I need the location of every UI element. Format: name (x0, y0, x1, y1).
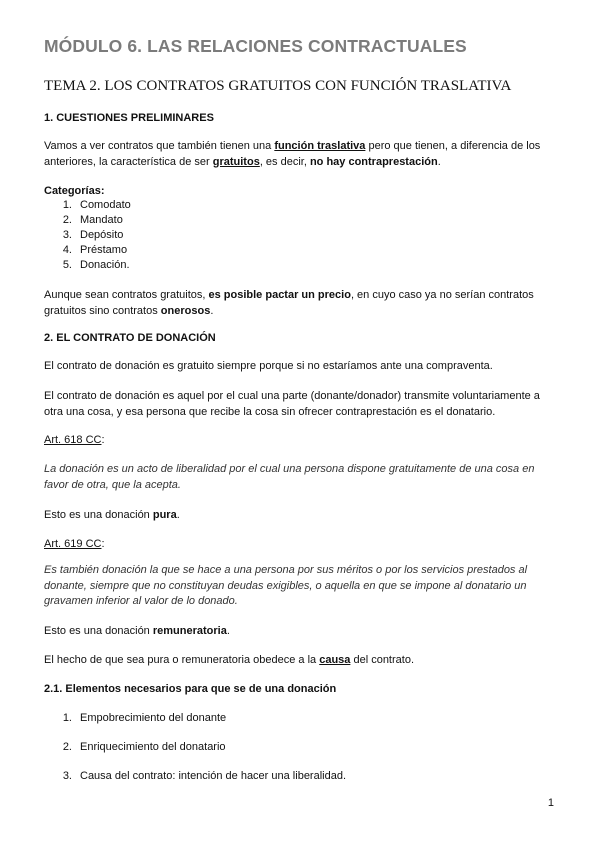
donation-pura-line: Esto es una donación pura. (44, 509, 180, 521)
list-item: 2. Enriquecimiento del donatario (62, 741, 226, 753)
page-number: 1 (547, 797, 554, 809)
list-item: 4. Préstamo (62, 244, 128, 256)
list-item: 1. Empobrecimiento del donante (62, 712, 227, 724)
section-2-definition: El contrato de donación es aquel por el cual una parte (donante/donador) transmite voluntariamente a otra una cosa, y esa persona que recibe la cosa sin ofrecer contraprestación es el donatario. (44, 390, 540, 418)
list-item: 5. Donación. (62, 259, 130, 271)
list-item: 3. Causa del contrato: intención de hacer una liberalidad. (62, 770, 347, 782)
article-618-label: Art. 618 CC: (44, 434, 105, 446)
section-2-paragraph: El contrato de donación es gratuito siempre porque si no estaríamos ante una compraventa. (44, 360, 493, 372)
section-2-heading: 2. EL CONTRATO DE DONACIÓN (44, 332, 216, 344)
article-619-label: Art. 619 CC: (44, 538, 105, 550)
donation-remuneratoria-line: Esto es una donación remuneratoria. (44, 625, 230, 637)
list-item: 3. Depósito (62, 229, 124, 241)
subsection-2-1-heading: 2.1. Elementos necesarios para que se de una donación (44, 683, 337, 695)
section-1-heading: 1. CUESTIONES PRELIMINARES (44, 112, 214, 124)
module-title: MÓDULO 6. LAS RELACIONES CONTRACTUALES (44, 36, 467, 56)
causa-line: El hecho de que sea pura o remuneratoria obedece a la causa del contrato. (44, 654, 414, 666)
article-619-quote: Es también donación la que se hace a una persona por sus méritos o por los servicios prestados al donante, siempre que no constituyan deudas exigibles, o aquella en que se impone al donatario un gravamen inferior al valor de lo donado. (44, 564, 528, 607)
categories-label: Categorías: (44, 185, 105, 197)
section-1-note: Aunque sean contratos gratuitos, es posible pactar un precio, en cuyo caso ya no serían contratos gratuitos sino contratos onerosos. (44, 289, 534, 317)
article-618-quote: La donación es un acto de liberalidad por el cual una persona dispone gratuitamente de una cosa en favor de otra, que la acepta. (44, 463, 535, 491)
section-1-intro: Vamos a ver contratos que también tienen una función traslativa pero que tienen, a diferencia de los anteriores, la característica de ser gratuitos, es decir, no hay contraprestación. (44, 140, 541, 168)
list-item: 2. Mandato (62, 214, 123, 226)
topic-title: TEMA 2. LOS CONTRATOS GRATUITOS CON FUNCIÓN TRASLATIVA (44, 78, 512, 94)
list-item: 1. Comodato (62, 199, 131, 211)
